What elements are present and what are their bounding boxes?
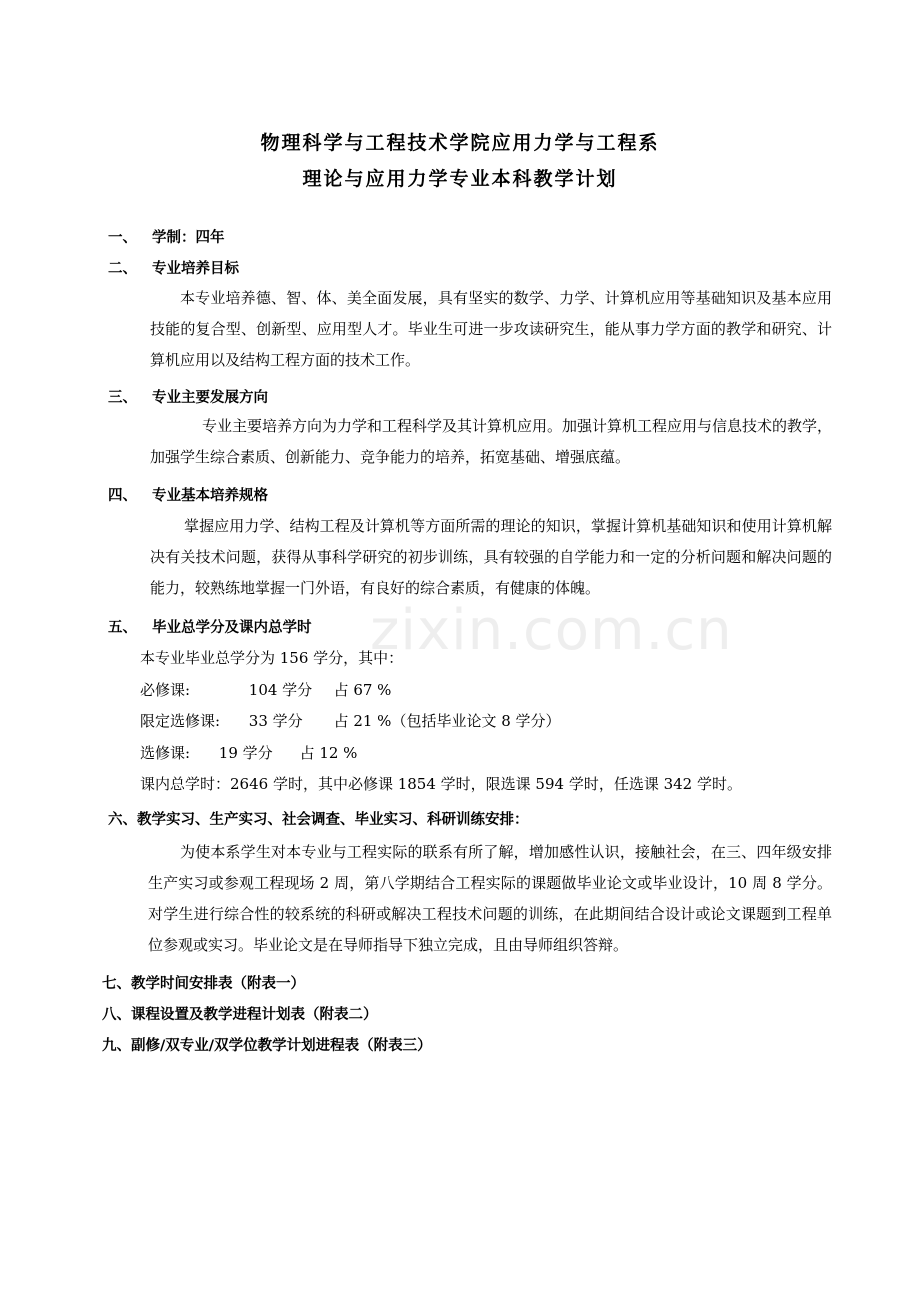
section-1-number: 一、 (108, 230, 137, 246)
section-1-heading (108, 226, 225, 247)
section-3-label: 专业主要发展方向 (152, 390, 268, 406)
section-6-body: 为使本系学生对本专业与工程实际的联系有所了解，增加感性认识，接触社会，在三、四年级安排生产实习或参观工程现场 2 周，第八学期结合工程实际的课题做毕业论文或毕业设计，10 周 8 学分。对学生进行综合性的较系统的科研或解决工程技术问题的训练，在此期间结合设计或论文课题到工程单位参观或实习。毕业论文是在导师指导下独立完成，且由导师组织答辩。 (148, 843, 832, 954)
limited-percent: 占 21 %（包括毕业论文 8 学分） (333, 712, 561, 730)
section-9-heading: 九、副修/双专业/双学位教学计划进程表（附表三） (102, 1038, 432, 1054)
section-2-number: 二、 (108, 261, 137, 277)
document-title-line1: 物理科学与工程技术学院应用力学与工程系 (260, 132, 660, 154)
required-credits: 104 学分 (248, 681, 313, 699)
section-1-label: 学制：四年 (152, 230, 225, 246)
section-8-heading: 八、课程设置及教学进程计划表（附表二） (102, 1007, 378, 1023)
section-7-heading: 七、教学时间安排表（附表一） (102, 976, 305, 992)
required-credits-row (140, 679, 391, 700)
credits-intro: 本专业毕业总学分为 156 学分，其中： (140, 649, 404, 667)
section-4-body: 掌握应用力学、结构工程及计算机等方面所需的理论的知识，掌握计算机基础知识和使用计算机解决有关技术问题，获得从事科学研究的初步训练，具有较强的自学能力和一定的分析问题和解决问题的能力，较熟练地掌握一门外语，有良好的综合素质，有健康的体魄。 (150, 517, 832, 597)
section-4-label: 专业基本培养规格 (152, 488, 268, 504)
section-5-label: 毕业总学分及课内总学时 (152, 620, 312, 636)
elective-credits-row (140, 742, 357, 763)
watermark-text: zixin.com.cn (370, 598, 733, 663)
limited-credits: 33 学分 (248, 712, 303, 730)
required-label: 必修课: (140, 681, 191, 699)
section-3-body: 专业主要培养方向为力学和工程科学及其计算机应用。加强计算机工程应用与信息技术的教学，加强学生综合素质、创新能力、竞争能力的培养，拓宽基础、增强底蕴。 (150, 417, 833, 466)
section-6-heading: 六、教学实习、生产实习、社会调查、毕业实习、科研训练安排： (108, 812, 529, 828)
elective-label: 选修课: (140, 744, 191, 762)
section-3-number: 三、 (108, 390, 137, 406)
limited-credits-row (140, 710, 561, 731)
section-4-number: 四、 (108, 488, 137, 504)
section-4-heading (108, 484, 268, 505)
elective-credits: 19 学分 (218, 744, 273, 762)
section-5-heading (108, 616, 312, 637)
section-2-heading (108, 257, 239, 278)
section-2-body: 本专业培养德、智、体、美全面发展，具有坚实的数学、力学、计算机应用等基础知识及基本应用技能的复合型、创新型、应用型人才。毕业生可进一步攻读研究生，能从事力学方面的教学和研究、计算机应用以及结构工程方面的技术工作。 (150, 289, 832, 369)
required-percent: 占 67 % (333, 681, 392, 699)
class-hours: 课内总学时：2646 学时，其中必修课 1854 学时，限选课 594 学时，任选课 342 学时。 (140, 775, 742, 793)
section-3-heading (108, 386, 268, 407)
section-5-number: 五、 (108, 620, 137, 636)
document-title-line2: 理论与应用力学专业本科教学计划 (302, 168, 618, 190)
limited-label: 限定选修课: (140, 712, 221, 730)
elective-percent: 占 12 % (299, 744, 358, 762)
section-2-label: 专业培养目标 (152, 261, 239, 277)
